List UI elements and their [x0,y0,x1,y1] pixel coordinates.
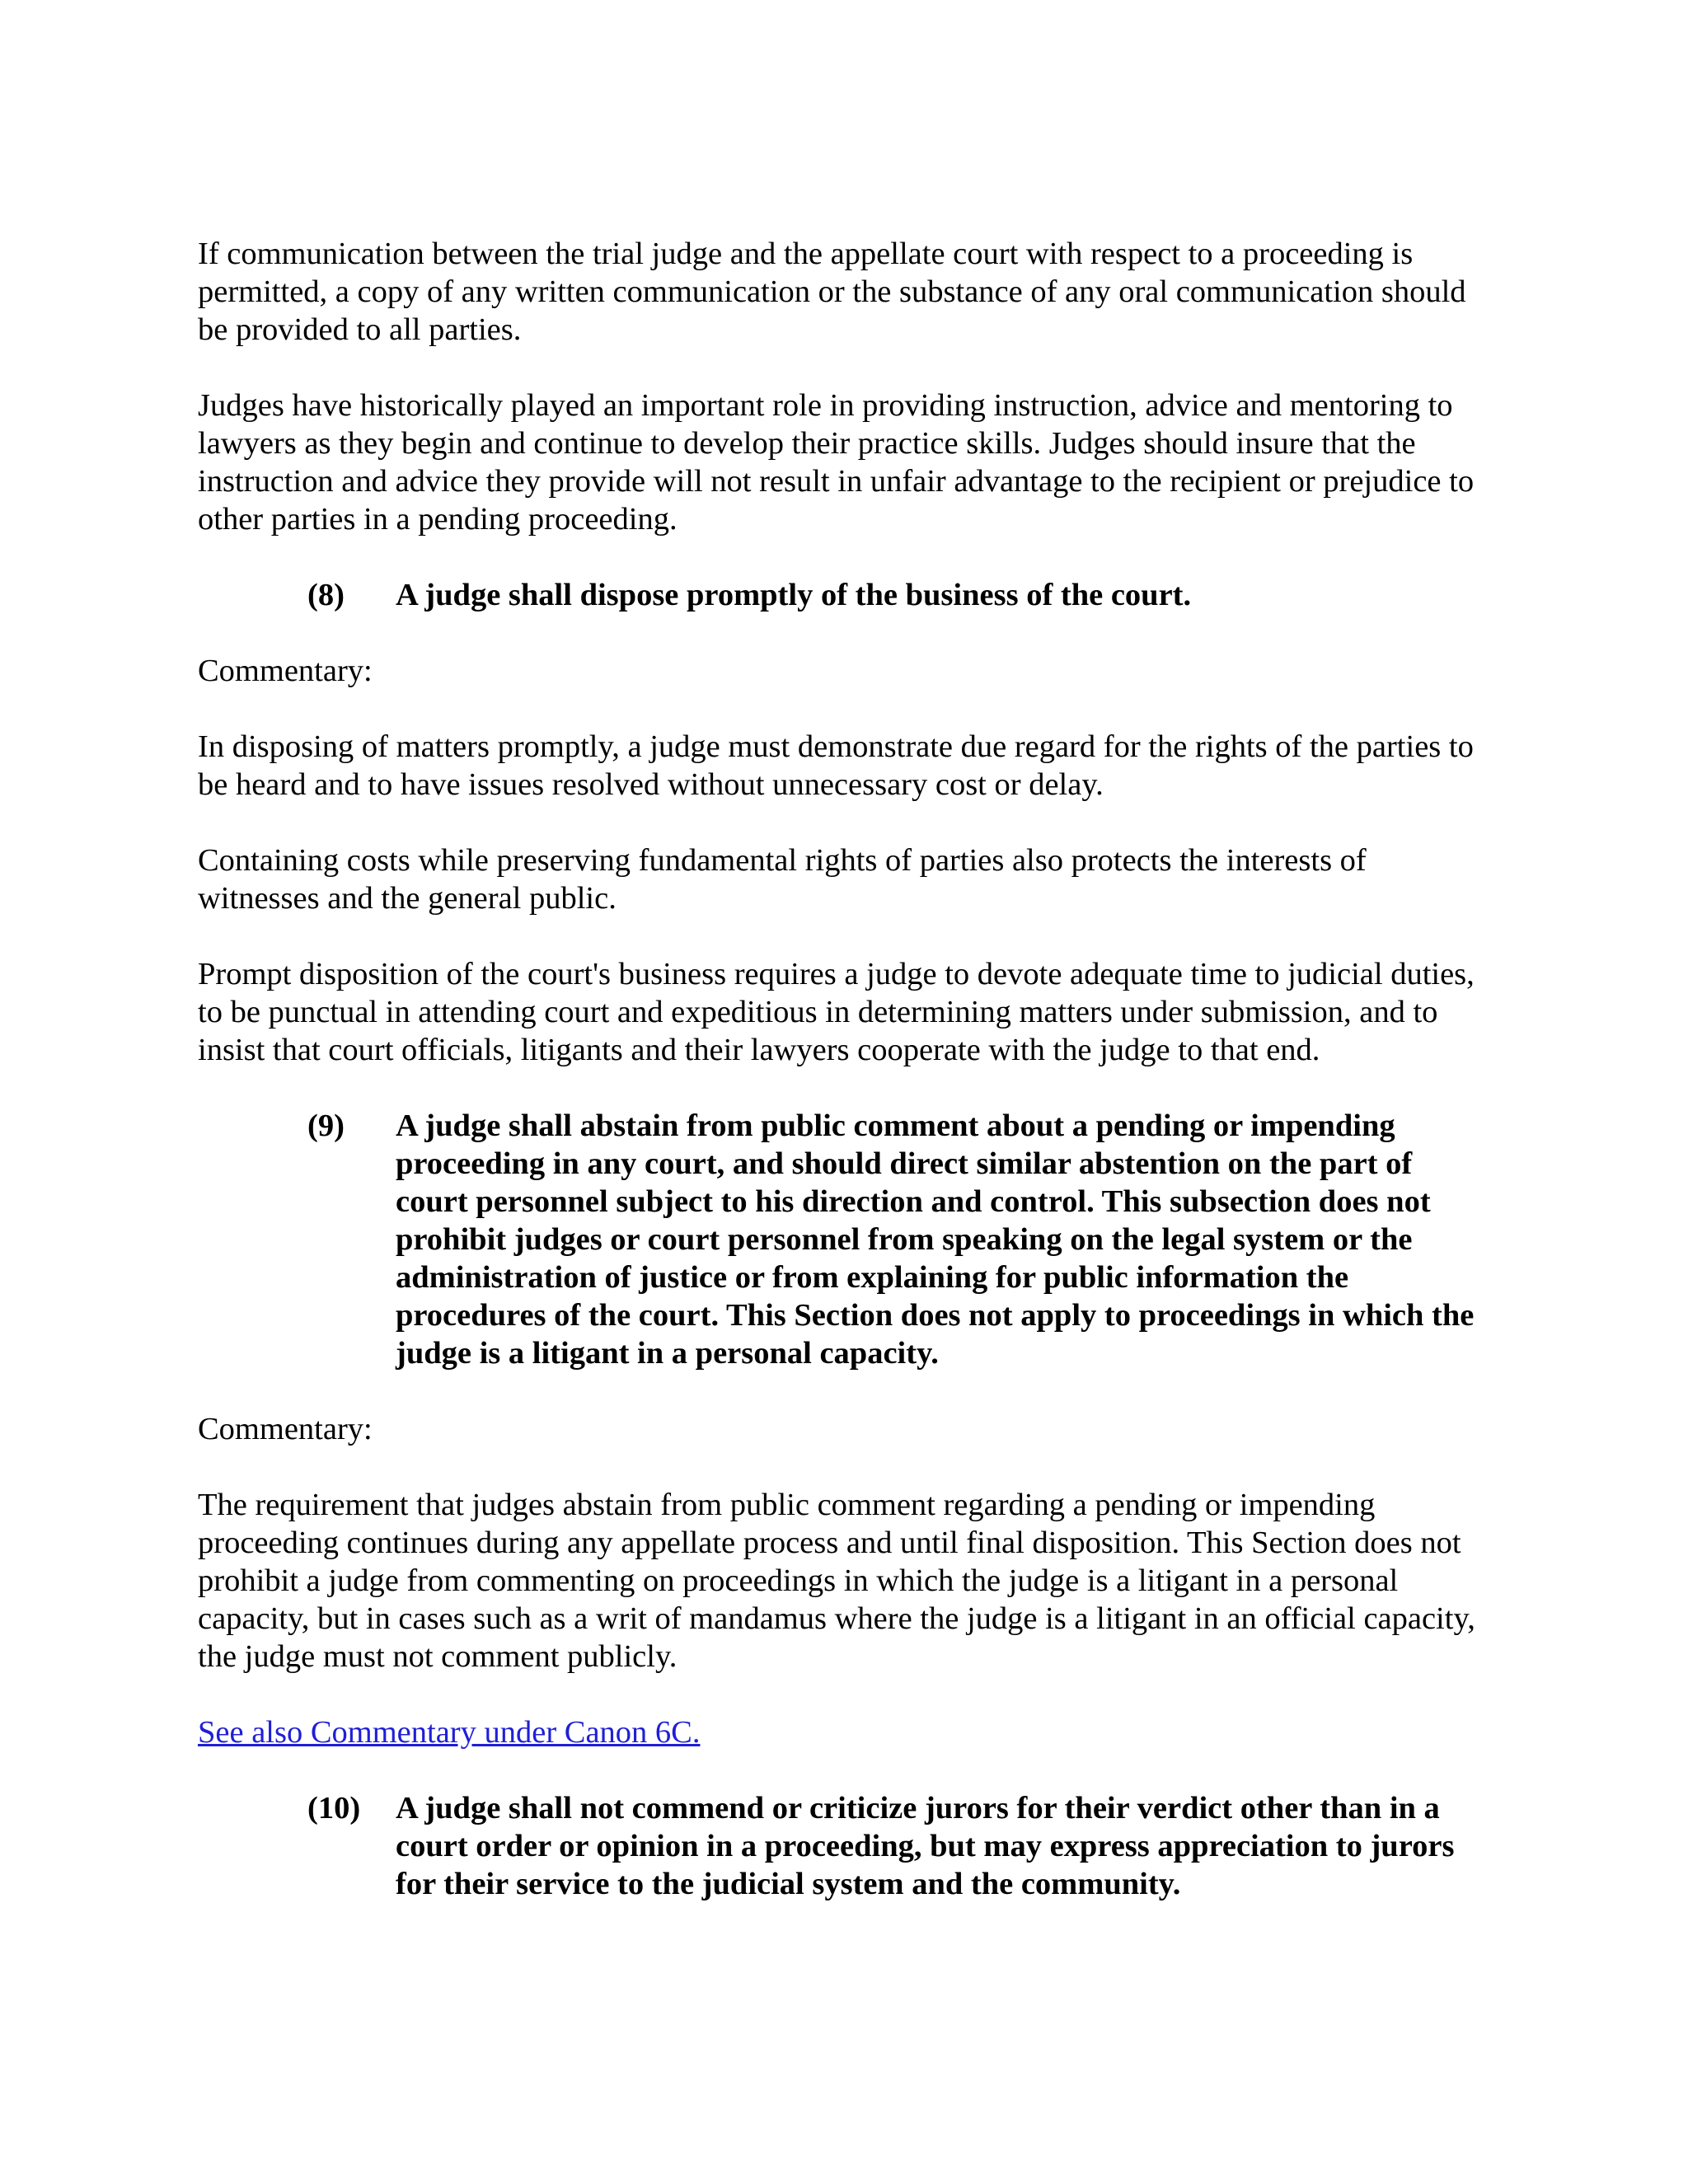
paragraph-prompt-disposition: Prompt disposition of the court's business requires a judge to devote adequate time to judicial duties, to be punctual in attending court and expeditious in determining matters under submission, and to insist that court officials, litigants and their lawyers cooperate with the judge to that end. [198,957,1475,1067]
rule-8-number: (8) [307,578,345,612]
rule-8 [198,576,1484,614]
document-page [198,235,1484,1941]
paragraph-mentoring: Judges have historically played an important role in providing instruction, advice and mentoring to lawyers as they begin and continue to develop their practice skills. Judges should insure that the instruction and advice they provide will not result in unfair advantage to the recipient or prejudice to other parties in a pending proceeding. [198,388,1475,537]
rule-9 [198,1107,1484,1372]
rule-10 [198,1789,1484,1903]
rule-9-number: (9) [307,1108,345,1143]
rule-10-number: (10) [307,1791,361,1825]
paragraph-communication: If communication between the trial judge and the appellate court with respect to a proceeding is permitted, a copy of any written communication or the substance of any oral communication should be provided to all parties. [198,237,1466,347]
paragraph-abstain: The requirement that judges abstain from public comment regarding a pending or impending proceeding continues during any appellate process and until final disposition. This Section does not prohibit a judge from commenting on proceedings in which the judge is a litigant in a personal capacity, but in cases such as a writ of mandamus where the judge is a litigant in an official capacity, the judge must not comment publicly. [198,1488,1475,1674]
canon-6c-commentary-link[interactable]: See also Commentary under Canon 6C. [198,1715,701,1750]
commentary-label-1: Commentary: [198,654,373,688]
rule-9-text: A judge shall abstain from public comment about a pending or impending proceeding in any court, and should direct similar abstention on the part of court personnel subject to his direction and control. This subsection does not prohibit judges or court personnel from speaking on the legal system or the administration of justice or from explaining for public information the procedures of the court. This Section does not apply to proceedings in which the judge is a litigant in a personal capacity. [396,1108,1475,1371]
paragraph-disposing: In disposing of matters promptly, a judge must demonstrate due regard for the rights of the parties to be heard and to have issues resolved without unnecessary cost or delay. [198,729,1474,802]
paragraph-costs: Containing costs while preserving fundamental rights of parties also protects the interests of witnesses and the general public. [198,843,1367,916]
commentary-link-paragraph [198,1713,1484,1751]
commentary-label-2: Commentary: [198,1412,373,1446]
rule-8-text: A judge shall dispose promptly of the business of the court. [396,578,1192,612]
rule-10-text: A judge shall not commend or criticize jurors for their verdict other than in a court order or opinion in a proceeding, but may express appreciation to jurors for their service to the judicial system and the community. [396,1791,1455,1901]
